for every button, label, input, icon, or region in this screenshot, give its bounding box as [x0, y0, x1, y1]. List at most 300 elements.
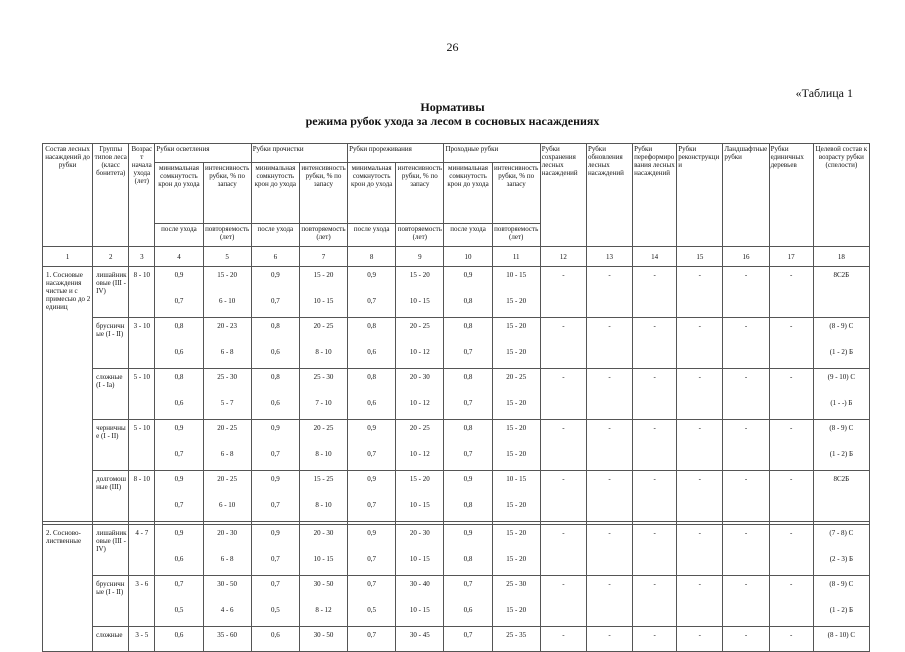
value-cell: 0,8 [348, 318, 396, 343]
value-cell [813, 495, 869, 522]
value-cell: 0,9 [348, 471, 396, 496]
value-cell: - [586, 525, 632, 550]
column-number: 4 [155, 247, 203, 267]
column-number: 14 [633, 247, 677, 267]
value-cell: - [633, 267, 677, 292]
value-cell: 15 - 20 [299, 267, 347, 292]
value-cell: 20 - 23 [203, 318, 251, 343]
title-line-1: Нормативы [420, 100, 485, 114]
header-after: после ухода [348, 224, 396, 247]
page-title [0, 100, 905, 128]
header-repeat: повторяемость (лет) [299, 224, 347, 247]
header-min-density: минимальная сомкнутость крон до ухода [444, 163, 492, 224]
value-cell: 20 - 25 [203, 471, 251, 496]
table-row [43, 576, 870, 601]
table-row [43, 420, 870, 445]
value-cell [723, 444, 769, 471]
value-cell: (7 - 8) С [813, 525, 869, 550]
value-cell [540, 495, 586, 522]
value-cell: - [723, 471, 769, 496]
value-cell: 10 - 15 [492, 471, 540, 496]
value-cell [677, 342, 723, 369]
header-start-age: Возраст начала ухода (лет) [129, 144, 155, 247]
value-cell: - [586, 420, 632, 445]
header-forest-type: Группы типов леса (класс бонитета) [93, 144, 129, 247]
value-cell: 0,7 [444, 627, 492, 652]
value-cell: 20 - 30 [396, 525, 444, 550]
value-cell: (2 - 3) Б [813, 549, 869, 576]
value-cell: 0,7 [444, 576, 492, 601]
value-cell: - [769, 318, 813, 343]
value-cell [677, 393, 723, 420]
value-cell: 15 - 20 [203, 267, 251, 292]
table-row [43, 444, 870, 471]
value-cell: 6 - 8 [203, 342, 251, 369]
header-min-density: минимальная сомкнутость крон до ухода [155, 163, 203, 224]
column-number: 3 [129, 247, 155, 267]
start-age-cell: 5 - 10 [129, 420, 155, 471]
value-cell: 0,8 [444, 291, 492, 318]
column-number: 18 [813, 247, 869, 267]
value-cell: 15 - 20 [492, 444, 540, 471]
value-cell: - [586, 576, 632, 601]
header-intensity: интенсивность рубки, % по запасу [396, 163, 444, 224]
value-cell: 30 - 45 [396, 627, 444, 652]
value-cell [540, 393, 586, 420]
value-cell: 7 - 10 [299, 393, 347, 420]
value-cell: 0,8 [444, 420, 492, 445]
column-number: 11 [492, 247, 540, 267]
value-cell [586, 600, 632, 627]
value-cell: 0,7 [251, 549, 299, 576]
value-cell: - [540, 318, 586, 343]
value-cell [723, 393, 769, 420]
column-number: 5 [203, 247, 251, 267]
header-col17: Рубки единичных деревьев [769, 144, 813, 247]
value-cell: 20 - 25 [396, 318, 444, 343]
value-cell [540, 342, 586, 369]
value-cell: - [677, 525, 723, 550]
table-row [43, 318, 870, 343]
value-cell [540, 291, 586, 318]
value-cell: 15 - 20 [492, 525, 540, 550]
value-cell [540, 444, 586, 471]
value-cell: - [769, 627, 813, 652]
value-cell: (8 - 9) С [813, 420, 869, 445]
value-cell: 30 - 50 [299, 627, 347, 652]
value-cell: 30 - 50 [299, 576, 347, 601]
value-cell: 15 - 25 [299, 471, 347, 496]
column-number: 12 [540, 247, 586, 267]
header-group-prochistka: Рубки прочистки [251, 144, 347, 163]
value-cell [586, 549, 632, 576]
header-after: после ухода [444, 224, 492, 247]
value-cell: 0,7 [155, 495, 203, 522]
value-cell [769, 549, 813, 576]
value-cell: (1 - 2) Б [813, 342, 869, 369]
value-cell: - [769, 576, 813, 601]
value-cell: 0,9 [155, 420, 203, 445]
value-cell: 0,7 [348, 444, 396, 471]
value-cell: 0,5 [155, 600, 203, 627]
table-row [43, 267, 870, 292]
value-cell: - [586, 471, 632, 496]
value-cell: - [633, 420, 677, 445]
header-intensity: интенсивность рубки, % по запасу [203, 163, 251, 224]
value-cell [677, 549, 723, 576]
value-cell [723, 291, 769, 318]
value-cell: 5 - 7 [203, 393, 251, 420]
value-cell: 15 - 20 [492, 600, 540, 627]
value-cell: 0,8 [251, 369, 299, 394]
value-cell: 0,7 [444, 342, 492, 369]
table-row [43, 495, 870, 522]
value-cell [633, 291, 677, 318]
value-cell: 0,8 [444, 495, 492, 522]
value-cell: 0,8 [444, 369, 492, 394]
column-number: 17 [769, 247, 813, 267]
value-cell: - [769, 420, 813, 445]
value-cell [633, 393, 677, 420]
value-cell: 0,9 [251, 471, 299, 496]
value-cell [586, 393, 632, 420]
value-cell: (8 - 10) С [813, 627, 869, 652]
header-min-density: минимальная сомкнутость крон до ухода [251, 163, 299, 224]
value-cell: 0,7 [155, 444, 203, 471]
value-cell: 0,7 [251, 444, 299, 471]
value-cell: - [586, 627, 632, 652]
value-cell: 8С2Б [813, 267, 869, 292]
column-number-row [43, 247, 870, 267]
value-cell: 0,6 [155, 549, 203, 576]
value-cell: 0,6 [348, 342, 396, 369]
value-cell: - [769, 471, 813, 496]
start-age-cell: 4 - 7 [129, 525, 155, 576]
value-cell: - [769, 267, 813, 292]
value-cell [586, 495, 632, 522]
value-cell: 0,9 [251, 420, 299, 445]
header-repeat: повторяемость (лет) [396, 224, 444, 247]
value-cell [633, 495, 677, 522]
value-cell: - [633, 576, 677, 601]
value-cell: 0,5 [348, 600, 396, 627]
value-cell: - [540, 471, 586, 496]
value-cell: 10 - 15 [299, 291, 347, 318]
forest-type-cell: лишайниковые (III - IV) [93, 525, 129, 576]
value-cell: 0,7 [348, 291, 396, 318]
value-cell [723, 600, 769, 627]
table-row [43, 342, 870, 369]
value-cell: 20 - 30 [396, 369, 444, 394]
value-cell: 0,9 [348, 525, 396, 550]
value-cell: 0,9 [155, 471, 203, 496]
start-age-cell: 3 - 5 [129, 627, 155, 652]
value-cell: - [677, 627, 723, 652]
forest-type-cell: сложные (I - Ia) [93, 369, 129, 420]
value-cell: 10 - 15 [396, 495, 444, 522]
value-cell: - [723, 369, 769, 394]
value-cell: - [723, 576, 769, 601]
value-cell: - [723, 420, 769, 445]
value-cell: 0,6 [251, 342, 299, 369]
value-cell [813, 291, 869, 318]
value-cell: 8 - 10 [299, 342, 347, 369]
value-cell: 8 - 10 [299, 495, 347, 522]
value-cell: 0,6 [444, 600, 492, 627]
value-cell [769, 495, 813, 522]
value-cell: - [677, 369, 723, 394]
column-number: 2 [93, 247, 129, 267]
table-row [43, 471, 870, 496]
value-cell [633, 600, 677, 627]
value-cell: - [540, 267, 586, 292]
value-cell: 0,7 [348, 627, 396, 652]
value-cell: 0,9 [155, 525, 203, 550]
value-cell [633, 444, 677, 471]
value-cell: 0,7 [348, 495, 396, 522]
header-repeat: повторяемость (лет) [492, 224, 540, 247]
header-group-prokhodnye: Проходные рубки [444, 144, 540, 163]
forest-type-cell: сложные [93, 627, 129, 652]
value-cell [633, 549, 677, 576]
value-cell: 0,6 [155, 627, 203, 652]
table-row [43, 600, 870, 627]
value-cell: 0,7 [444, 444, 492, 471]
value-cell: - [633, 318, 677, 343]
column-number: 10 [444, 247, 492, 267]
value-cell: - [769, 525, 813, 550]
column-number: 9 [396, 247, 444, 267]
value-cell: 10 - 15 [492, 267, 540, 292]
value-cell: - [723, 267, 769, 292]
table-row [43, 291, 870, 318]
value-cell: 10 - 15 [299, 549, 347, 576]
forest-type-cell: черничные (I - II) [93, 420, 129, 471]
norms-table [42, 143, 870, 652]
value-cell: - [586, 267, 632, 292]
value-cell [586, 291, 632, 318]
value-cell: - [540, 627, 586, 652]
header-min-density: минимальная сомкнутость крон до ухода [348, 163, 396, 224]
value-cell: 0,8 [348, 369, 396, 394]
value-cell: 0,9 [444, 525, 492, 550]
value-cell: - [677, 267, 723, 292]
value-cell: 0,7 [251, 495, 299, 522]
value-cell: 6 - 8 [203, 549, 251, 576]
value-cell: - [723, 318, 769, 343]
value-cell [723, 495, 769, 522]
value-cell: - [723, 627, 769, 652]
value-cell: - [633, 627, 677, 652]
column-number: 13 [586, 247, 632, 267]
table-row [43, 393, 870, 420]
value-cell: 8С2Б [813, 471, 869, 496]
header-col16: Ландшафтные рубки [723, 144, 769, 247]
header-group-prorezhivanie: Рубки прореживания [348, 144, 444, 163]
page-number: 26 [446, 40, 459, 54]
value-cell: 0,6 [348, 393, 396, 420]
value-cell: 10 - 12 [396, 444, 444, 471]
value-cell: 0,6 [155, 342, 203, 369]
table-row [43, 369, 870, 394]
value-cell: - [633, 525, 677, 550]
forest-type-cell: брусничные (I - II) [93, 318, 129, 369]
value-cell: 10 - 12 [396, 393, 444, 420]
value-cell: 0,7 [251, 576, 299, 601]
table-body [43, 267, 870, 652]
composition-cell: 1. Сосновые насаждения чистые и с примесью до 2 единиц [43, 267, 93, 522]
value-cell: (1 - -) Б [813, 393, 869, 420]
value-cell: 0,9 [251, 267, 299, 292]
value-cell [769, 342, 813, 369]
header-intensity: интенсивность рубки, % по запасу [299, 163, 347, 224]
value-cell: 6 - 8 [203, 444, 251, 471]
value-cell [769, 393, 813, 420]
value-cell: 0,6 [251, 393, 299, 420]
value-cell [723, 342, 769, 369]
composition-cell: 2. Сосново-лиственные [43, 525, 93, 652]
value-cell: (1 - 2) Б [813, 600, 869, 627]
value-cell: - [586, 369, 632, 394]
value-cell [677, 495, 723, 522]
value-cell: - [677, 471, 723, 496]
value-cell: - [540, 420, 586, 445]
value-cell: 0,9 [444, 267, 492, 292]
value-cell: - [677, 420, 723, 445]
forest-type-cell: лишайниковые (III - IV) [93, 267, 129, 318]
value-cell: 20 - 25 [203, 420, 251, 445]
header-col15: Рубки реконструкции [677, 144, 723, 247]
value-cell: 0,7 [155, 576, 203, 601]
value-cell: 20 - 25 [299, 420, 347, 445]
table-row [43, 549, 870, 576]
value-cell: - [540, 369, 586, 394]
value-cell: - [677, 576, 723, 601]
value-cell: - [723, 525, 769, 550]
value-cell: 20 - 25 [492, 369, 540, 394]
value-cell: 6 - 10 [203, 495, 251, 522]
value-cell: - [633, 471, 677, 496]
start-age-cell: 8 - 10 [129, 471, 155, 522]
value-cell: 15 - 20 [396, 267, 444, 292]
value-cell [677, 600, 723, 627]
value-cell: - [677, 318, 723, 343]
value-cell: 6 - 10 [203, 291, 251, 318]
value-cell: - [633, 369, 677, 394]
start-age-cell: 3 - 10 [129, 318, 155, 369]
value-cell [723, 549, 769, 576]
value-cell: 20 - 30 [203, 525, 251, 550]
value-cell: 0,9 [348, 420, 396, 445]
value-cell: 0,6 [155, 393, 203, 420]
value-cell: 10 - 15 [396, 549, 444, 576]
column-number: 15 [677, 247, 723, 267]
header-intensity: интенсивность рубки, % по запасу [492, 163, 540, 224]
value-cell: 15 - 20 [396, 471, 444, 496]
start-age-cell: 5 - 10 [129, 369, 155, 420]
column-number: 1 [43, 247, 93, 267]
value-cell: 0,8 [155, 318, 203, 343]
value-cell: (8 - 9) С [813, 576, 869, 601]
value-cell: 15 - 20 [492, 549, 540, 576]
value-cell: 0,8 [444, 549, 492, 576]
value-cell: 20 - 25 [299, 318, 347, 343]
value-cell: 15 - 20 [492, 393, 540, 420]
value-cell: 15 - 20 [492, 291, 540, 318]
value-cell: 15 - 20 [492, 420, 540, 445]
value-cell: - [540, 576, 586, 601]
value-cell: 0,8 [155, 369, 203, 394]
value-cell: 25 - 35 [492, 627, 540, 652]
value-cell [633, 342, 677, 369]
header-col18: Целевой состав к возрасту рубки (спелости) [813, 144, 869, 247]
value-cell: 0,7 [348, 549, 396, 576]
column-number: 8 [348, 247, 396, 267]
forest-type-cell: долгомошные (III) [93, 471, 129, 522]
value-cell: 15 - 20 [492, 495, 540, 522]
value-cell: 0,8 [251, 318, 299, 343]
value-cell: 0,7 [348, 576, 396, 601]
value-cell: (8 - 9) С [813, 318, 869, 343]
header-composition: Состав лесных насаждений до рубки [43, 144, 93, 247]
value-cell: 10 - 15 [396, 291, 444, 318]
value-cell: 30 - 50 [203, 576, 251, 601]
value-cell: 35 - 60 [203, 627, 251, 652]
table-label: «Таблица 1 [795, 86, 853, 100]
value-cell: 25 - 30 [203, 369, 251, 394]
table-row [43, 627, 870, 652]
value-cell: 10 - 15 [396, 600, 444, 627]
value-cell: (1 - 2) Б [813, 444, 869, 471]
value-cell: - [540, 525, 586, 550]
value-cell [586, 444, 632, 471]
value-cell [677, 444, 723, 471]
value-cell: 20 - 30 [299, 525, 347, 550]
table-row [43, 525, 870, 550]
header-group-osvetlenie: Рубки осветления [155, 144, 251, 163]
column-number: 6 [251, 247, 299, 267]
header-repeat: повторяемость (лет) [203, 224, 251, 247]
value-cell: 0,7 [155, 291, 203, 318]
value-cell: 0,9 [251, 525, 299, 550]
value-cell: 10 - 12 [396, 342, 444, 369]
value-cell [540, 600, 586, 627]
forest-type-cell: брусничные (I - II) [93, 576, 129, 627]
value-cell: 0,5 [251, 600, 299, 627]
value-cell [540, 549, 586, 576]
value-cell [586, 342, 632, 369]
value-cell: (9 - 10) С [813, 369, 869, 394]
header-col12: Рубки сохранения лесных насаждений [540, 144, 586, 247]
column-number: 7 [299, 247, 347, 267]
value-cell: 30 - 40 [396, 576, 444, 601]
value-cell: - [769, 369, 813, 394]
start-age-cell: 3 - 6 [129, 576, 155, 627]
header-after: после ухода [251, 224, 299, 247]
value-cell [769, 291, 813, 318]
value-cell: - [586, 318, 632, 343]
value-cell: 25 - 30 [299, 369, 347, 394]
value-cell: 0,7 [444, 393, 492, 420]
value-cell: 20 - 25 [396, 420, 444, 445]
header-after: после ухода [155, 224, 203, 247]
value-cell: 15 - 20 [492, 342, 540, 369]
value-cell: 0,9 [348, 267, 396, 292]
value-cell: 8 - 10 [299, 444, 347, 471]
value-cell: 0,9 [155, 267, 203, 292]
header-col13: Рубки обновления лесных насаждений [586, 144, 632, 247]
value-cell: 0,7 [251, 291, 299, 318]
